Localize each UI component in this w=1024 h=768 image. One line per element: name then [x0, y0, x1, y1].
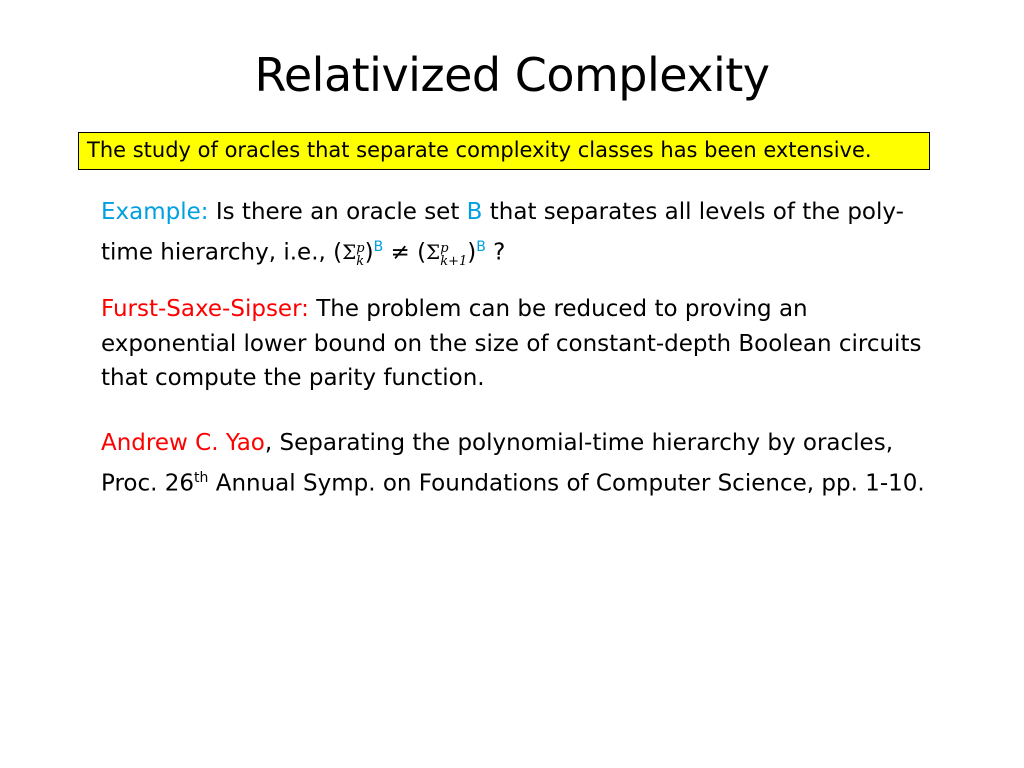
furst-saxe-sipser-paragraph — [101, 292, 941, 396]
reference-text-1: , Separating the polynomial-time hierarchy by oracles, Proc. 26 — [101, 430, 894, 496]
ordinal-superscript: th — [194, 469, 209, 486]
sigma-k1-indices — [440, 243, 467, 268]
close-paren-1: ) — [364, 238, 374, 265]
example-text-2: that separates all levels of the poly-time hierarchy, i.e., ( — [101, 199, 904, 265]
sigma-symbol: Σ — [342, 239, 357, 264]
fss-text: The problem can be reduced to proving an exponential lower bound on the size of constant-depth Boolean circuits that compute the parity function. — [101, 296, 922, 391]
sigma-sub-k: k — [356, 253, 365, 269]
oracle-superscript-1: B — [373, 238, 384, 255]
oracle-set-name: B — [466, 199, 483, 225]
example-label: Example: — [101, 199, 209, 225]
sigma-symbol-2: Σ — [426, 239, 441, 264]
close-paren-2: ) — [467, 238, 477, 265]
not-equal-sign: ≠ ( — [383, 238, 427, 265]
sigma-sup-p-2: p — [440, 241, 449, 257]
example-paragraph — [101, 195, 941, 269]
sigma-k1-expression — [426, 239, 468, 269]
reference-paragraph — [101, 426, 941, 500]
sigma-k-expression — [342, 239, 365, 269]
sigma-k-indices — [356, 243, 364, 268]
sigma-sub-k1: k+1 — [440, 253, 468, 269]
reference-text-2: Annual Symp. on Foundations of Computer Science, pp. 1-10. — [208, 469, 925, 496]
reference-author: Andrew C. Yao — [101, 430, 265, 456]
question-mark: ? — [485, 238, 506, 265]
fss-label: Furst-Saxe-Sipser: — [101, 296, 309, 322]
sigma-sup-p: p — [356, 241, 365, 257]
slide-title: Relativized Complexity — [254, 48, 770, 102]
highlight-callout: The study of oracles that separate complexity classes has been extensive. — [78, 132, 930, 170]
oracle-superscript-2: B — [476, 238, 486, 255]
example-text-1: Is there an oracle set — [208, 199, 467, 225]
